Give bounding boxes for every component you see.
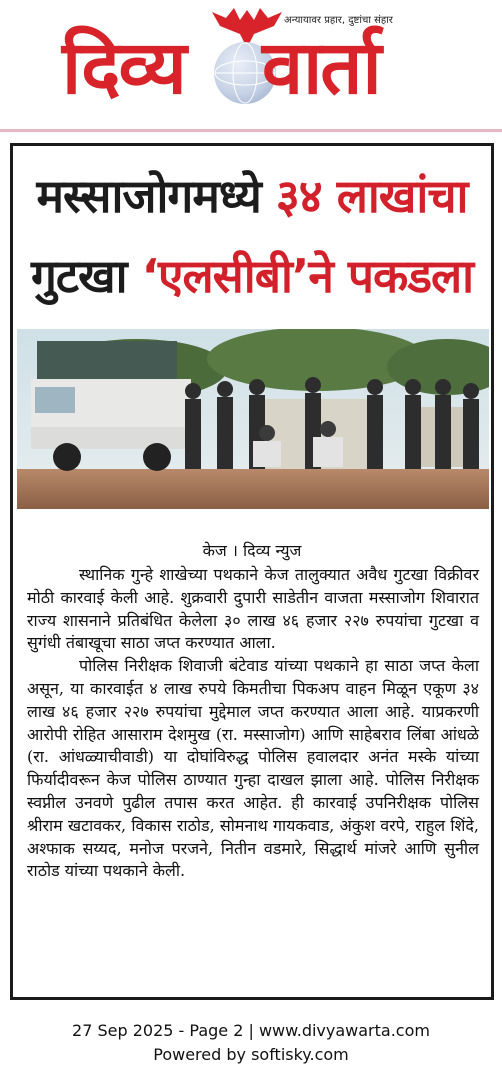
footer-date-page: 27 Sep 2025 - Page 2 | www.divyawarta.com xyxy=(72,1021,430,1040)
masthead xyxy=(0,0,502,128)
headline-part: ‘एलसीबी’ने पकडला xyxy=(141,249,474,303)
headline-part: मस्साजोगमध्ये xyxy=(36,169,261,223)
paragraph: पोलिस निरीक्षक शिवाजी बंटेवाड यांच्या पथकाने हा साठा जप्त केला असून, या कारवाईत ४ लाख रुपये किमतीचा पिकअप वाहन मिळून एकूण ३४ लाख ४६ हजार २२७ रुपयांचा मुद्देमाल जप्त करण्यात आला आहे. याप्रकरणी आरोपी रोहित आसाराम देशमुख (रा. मस्साजोग) आणि साहेबराव लिंबा आंधळे (रा. आंधळ्याचीवाडी) या दोघांविरुद्ध पोलिस हवालदार अनंत मस्के यांच्या फिर्यादीवरून केज पोलिस ठाण्यात गुन्हा दाखल झाला आहे. पोलिस निरीक्षक स्वप्नील उनवणे पुढील तपास करत आहेत. ही कारवाई उपनिरीक्षक पोलिस श्रीराम खटावकर, विकास राठोड, सोमनाथ गायकवाड, अंकुश वरपे, राहुल शिंदे, अश्फाक सय्यद, मनोज परजने, नितीन वडमारे, सिद्धार्थ मांजरे आणि सुनील राठोड यांच्या पथकाने केली. xyxy=(27,656,479,881)
headline-part: ३४ लाखांचा xyxy=(275,169,468,223)
headline-line-1 xyxy=(13,166,491,226)
article-body xyxy=(27,564,479,883)
tagline: अन्यायावर प्रहार, दुष्टांचा संहार xyxy=(284,15,393,26)
news-photo xyxy=(17,329,489,509)
footer-powered-by: Powered by softisky.com xyxy=(153,1045,349,1064)
logo-left-word: दिव्य xyxy=(62,25,185,111)
dateline: केज । दिव्य न्युज xyxy=(202,541,302,560)
masthead-divider xyxy=(0,129,502,132)
paragraph: स्थानिक गुन्हे शाखेच्या पथकाने केज तालुक्यात अवैध गुटखा विक्रीवर मोठी कारवाई केली आहे. शुक्रवारी दुपारी साडेतीन वाजता मस्साजोग शिवारात राज्य शासनाने प्रतिबंधित केलेला ३० लाख ४६ हजार २२७ रुपयांचा गुटखा व सुगंधी तंबाखूचा साठा जप्त करण्यात आला. xyxy=(27,565,479,653)
article-clipping xyxy=(10,143,494,1000)
headline-part: गुटखा xyxy=(30,249,127,303)
logo-right-word: वार्ता xyxy=(262,25,380,111)
headline-line-2 xyxy=(13,246,491,306)
